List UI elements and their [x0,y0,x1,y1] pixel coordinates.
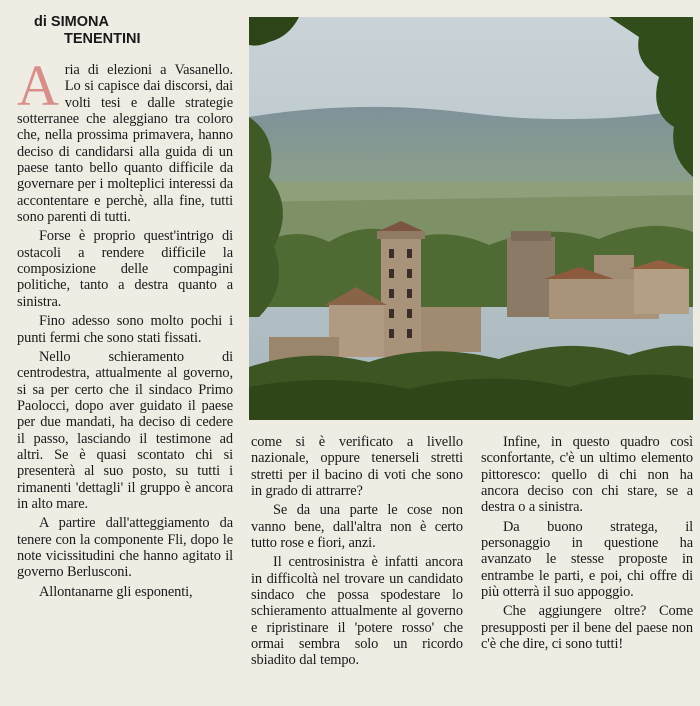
article-column-3 [481,434,693,652]
paragraph: Allontanarne gli esponenti, [39,583,193,600]
paragraph: Infine, in questo quadro così sconfortante, c'è un ultimo elemento pittoresco: quello di chi non ha ancora deciso con chi stare, se a destra o a sinistra. [481,434,693,516]
paragraph: A partire dall'atteggiamento da tenere con la componente Fli, dopo le note vicissitudini che hanno agitato il governo Berlusconi. [17,515,233,581]
paragraph: come si è verificato a livello nazionale, oppure tenerseli stretti stretti per il bacino di voti che sono in grado di attrarre? [251,434,463,500]
drop-cap: A [17,53,59,118]
paragraph-text: ria di elezioni a Vasanello. Lo si capisce dai discorsi, dai volti tesi e dalle strategie sotterranee che aleggiano tra coloro che, nella prossima primavera, hanno deciso di candidarsi alla guida di un paese tanto bello quanto difficile da governare per i molteplici interessi da accontentare e perchè, alla fine, tutti sono parenti di tutti. [17,62,233,226]
byline-prefix: di [34,14,47,30]
paragraph: Che aggiungere oltre? Come presupposti per il bene del paese non c'è che dire, ci sono tutti! [481,603,693,653]
article-column-1 [17,53,233,600]
paragraph: Da buono stratega, il personaggio in questione ha avanzato le stesse proposte in entrambe le parti, e poi, chi offre di più otterrà il suo appoggio. [481,518,693,601]
paragraph: Il centrosinistra è infatti ancora in difficoltà nel trovare un candidato sindaco che possa spodestare lo schieramento attualmente al governo e ripristinare il 'potere rosso' che ormai sembra solo un ricordo sbiadito dal tempo. [251,554,463,669]
paragraph: Fino adesso sono molto pochi i punti fermi che sono stati fissati. [17,313,233,346]
town-photo [249,17,693,420]
paragraph: Forse è proprio quest'intrigo di ostacoli a rendere difficile la composizione delle compagini politiche, tanto a destra quanto a sinistra. [17,228,233,310]
paragraph [17,53,233,226]
author-name-last: TENENTINI [64,31,141,47]
article-column-2 [251,434,463,669]
byline [34,14,244,48]
vasanello-landscape-image [249,17,693,420]
author-name-first: SIMONA [50,14,109,30]
paragraph: Se da una parte le cose non vanno bene, dall'altra non è certo tutto rose e fiori, anzi. [251,502,463,552]
paragraph: Nello schieramento di centrodestra, attualmente al governo, si sa per certo che il sindaco Primo Paolocci, dopo aver guidato il paese per due mandati, ha deciso di cedere il passo, lasciando il testimone ad altri. Se è quasi scontato chi si presenterà al suo posto, su tutti i rimanenti 'dettagli' il gruppo è ancora in alto mare. [17,348,233,512]
